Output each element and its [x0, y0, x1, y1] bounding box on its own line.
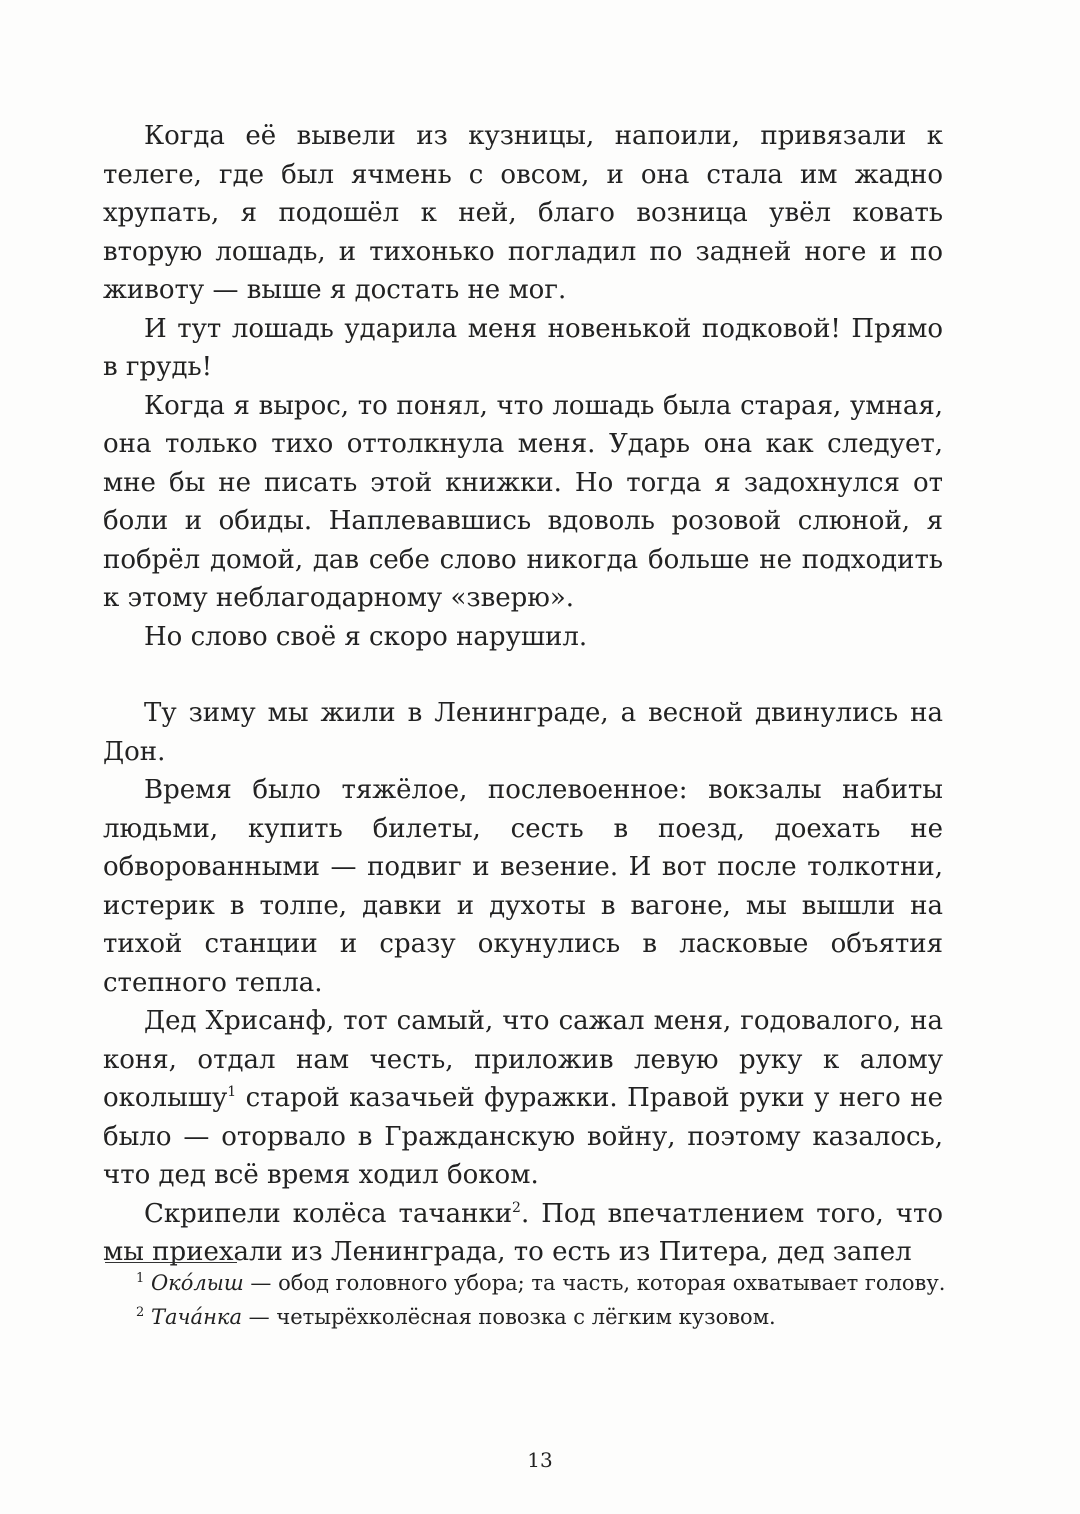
- footnote-text: — четырёхколёсная повозка с лёгким кузовом.: [241, 1305, 776, 1329]
- paragraph-text: старой казачьей фуражки. Правой руки у него не было — оторвало в Гражданскую войну, поэтому казалось, что дед всё время ходил боком.: [103, 1083, 943, 1190]
- paragraph-text: Скрипели колёса тачанки: [144, 1198, 513, 1229]
- footnote-ref: 2: [512, 1199, 521, 1216]
- paragraph: Когда её вывели из кузницы, напоили, привязали к телеге, где был ячмень с овсом, и она стала им жадно хрупать, я подошёл к ней, благо возница увёл ковать вторую лошадь, и тихонько погладил по задней ноге и по животу — выше я достать не мог.: [103, 121, 943, 305]
- footnote-separator: [105, 1262, 237, 1263]
- body-text: [103, 117, 943, 1272]
- paragraph-text: Дед Хрисанф, тот самый, что сажал меня, годовалого, на коня, отдал нам честь, приложив левую руку к алому околышу: [103, 1006, 943, 1113]
- footnote-term: Тача́нка: [150, 1305, 242, 1329]
- footnote-number: 2: [136, 1305, 145, 1320]
- footnote: [103, 1300, 948, 1334]
- paragraph: Когда я вырос, то понял, что лошадь была старая, умная, она только тихо оттолкнула меня. Ударь она как следует, мне бы не писать этой книжки. Но тогда я задохнулся от боли и обиды. Наплевавшись вдоволь розовой слюной, я побрёл домой, дав себе слово никогда больше не подходить к этому неблагодарному «зверю».: [103, 390, 943, 613]
- footnote: [103, 1266, 948, 1300]
- paragraph: [103, 1195, 943, 1272]
- paragraph: И тут лошадь ударила меня новенькой подковой! Прямо в грудь!: [103, 313, 943, 382]
- paragraph: Время было тяжёлое, послевоенное: вокзалы набиты людьми, купить билеты, сесть в поезд, доехать не обворованными — подвиг и везение. И вот после толкотни, истерик в толпе, давки и духоты в вагоне, мы вышли на тихой станции и сразу окунулись в ласковые объятия степного тепла.: [103, 775, 943, 998]
- footnote-number: 1: [136, 1271, 145, 1286]
- paragraph-text: . Под впечатлением того, что мы приехали из Ленинграда, то есть из Питера, дед запел: [103, 1198, 943, 1267]
- footnote-ref: 1: [227, 1084, 237, 1100]
- paragraph: [103, 1002, 943, 1195]
- footnote-term: Око́лыш: [150, 1271, 244, 1295]
- footnotes: [103, 1266, 948, 1334]
- page-number: 13: [527, 1448, 553, 1472]
- footnote-text: — обод головного убора; та часть, которая охватывает голову.: [243, 1271, 946, 1295]
- paragraph: Ту зиму мы жили в Ленинграде, а весной двинулись на Дон.: [103, 698, 943, 767]
- paragraph: Но слово своё я скоро нарушил.: [144, 621, 588, 652]
